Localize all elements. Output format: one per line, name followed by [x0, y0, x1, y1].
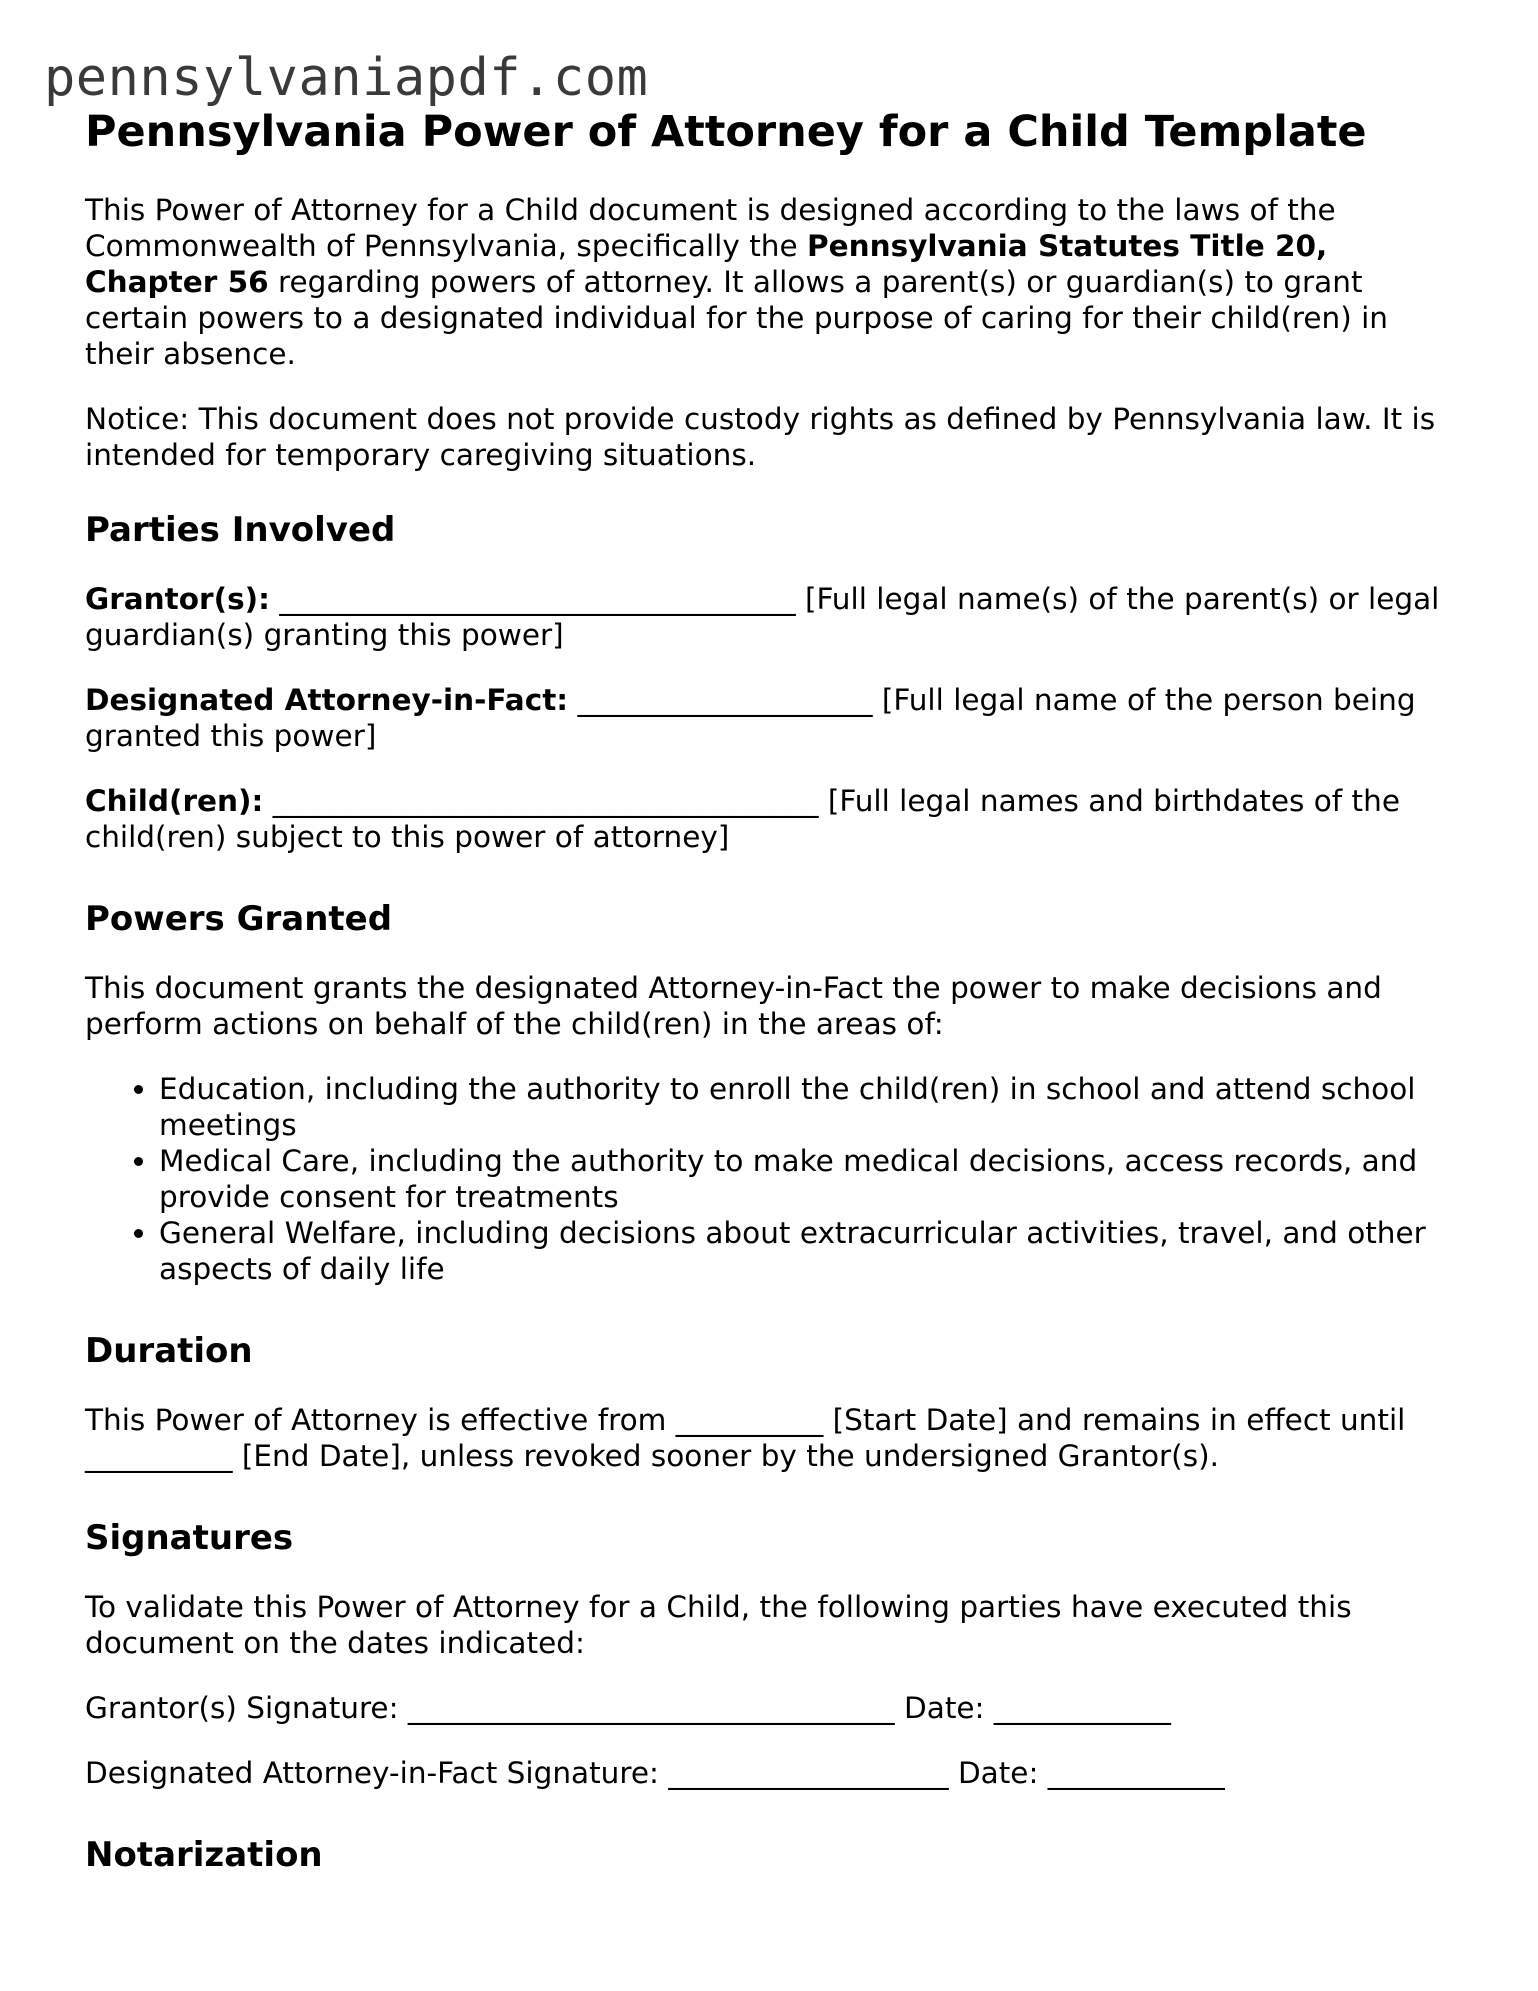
grantor-label: Grantor(s): — [85, 582, 270, 616]
powers-list — [85, 1071, 1465, 1287]
start-date-blank[interactable]: __________ — [675, 1403, 824, 1437]
end-date-hint: [End Date], unless revoked sooner by the undersigned Grantor(s). — [232, 1439, 1219, 1473]
powers-intro: This document grants the designated Attorney-in-Fact the power to make decisions and perform actions on behalf of the child(ren) in the areas of: — [85, 971, 1382, 1041]
document-title: Pennsylvania Power of Attorney for a Child Template — [85, 107, 1367, 157]
children-line — [85, 783, 1465, 855]
heading-notarization: Notarization — [85, 1835, 323, 1875]
intro-paragraph — [85, 192, 1465, 372]
attorney-name-blank[interactable]: ____________________ — [577, 683, 873, 717]
intro-text-part2: regarding powers of attorney. It allows a parent(s) or guardian(s) to grant certain powers to a designated individual for the purpose of caring for their child(ren) in their absence. — [85, 265, 1388, 371]
section-powers — [85, 898, 1465, 1287]
notice-paragraph: Notice: This document does not provide custody rights as defined by Pennsylvania law. It is intended for temporary caregiving situations. — [85, 402, 1436, 472]
start-date-hint: [Start Date] and remains in effect until — [823, 1403, 1406, 1437]
document-page — [85, 104, 1465, 1906]
section-notarization — [85, 1834, 1465, 1876]
signatures-intro: To validate this Power of Attorney for a Child, the following parties have executed this document on the dates indicated: — [85, 1590, 1352, 1660]
list-item-welfare: • General Welfare, including decisions about extracurricular activities, travel, and other aspects of daily life — [159, 1215, 1465, 1287]
grantor-date-label: Date: — [894, 1691, 994, 1725]
intro-text-part1: This Power of Attorney for a Child document is designed according to the laws of the Commonwealth of Pennsylvania, specifically the — [85, 193, 1336, 263]
grantor-signature-blank[interactable]: _________________________________ — [407, 1691, 895, 1725]
grantor-hint: [Full legal name(s) of the parent(s) or legal guardian(s) granting this power] — [85, 582, 1440, 652]
grantor-line — [85, 581, 1465, 653]
grantor-date-blank[interactable]: ____________ — [993, 1691, 1171, 1725]
children-names-blank[interactable]: _____________________________________ — [272, 784, 819, 818]
attorney-date-label: Date: — [948, 1756, 1048, 1790]
section-signatures — [85, 1517, 1465, 1791]
watermark: pennsylvaniapdf.com — [44, 48, 649, 108]
section-parties — [85, 509, 1465, 855]
attorney-hint: [Full legal name of the person being granted this power] — [85, 683, 1416, 753]
duration-text-before: This Power of Attorney is effective from — [85, 1403, 676, 1437]
attorney-label: Designated Attorney-in-Fact: — [85, 683, 569, 717]
statute-reference: Pennsylvania Statutes Title 20, Chapter 56 — [85, 229, 1328, 299]
attorney-line — [85, 682, 1465, 754]
section-duration — [85, 1330, 1465, 1474]
heading-powers: Powers Granted — [85, 899, 393, 939]
heading-signatures: Signatures — [85, 1518, 294, 1558]
children-hint: [Full legal names and birthdates of the child(ren) subject to this power of attorney] — [85, 784, 1400, 854]
grantor-signature-line — [85, 1690, 1465, 1726]
attorney-signature-blank[interactable]: ___________________ — [668, 1756, 949, 1790]
grantor-name-blank[interactable]: ___________________________________ — [279, 582, 796, 616]
list-item-medical: • Medical Care, including the authority to make medical decisions, access records, and provide consent for treatments — [159, 1143, 1465, 1215]
grantor-signature-label: Grantor(s) Signature: — [85, 1691, 408, 1725]
heading-duration: Duration — [85, 1331, 253, 1371]
children-label: Child(ren): — [85, 784, 264, 818]
attorney-date-blank[interactable]: ____________ — [1047, 1756, 1225, 1790]
attorney-signature-line — [85, 1755, 1465, 1791]
attorney-signature-label: Designated Attorney-in-Fact Signature: — [85, 1756, 669, 1790]
list-item-education: • Education, including the authority to enroll the child(ren) in school and attend school meetings — [159, 1071, 1465, 1143]
end-date-blank[interactable]: __________ — [85, 1439, 233, 1473]
heading-parties: Parties Involved — [85, 510, 396, 550]
duration-paragraph — [85, 1402, 1465, 1474]
